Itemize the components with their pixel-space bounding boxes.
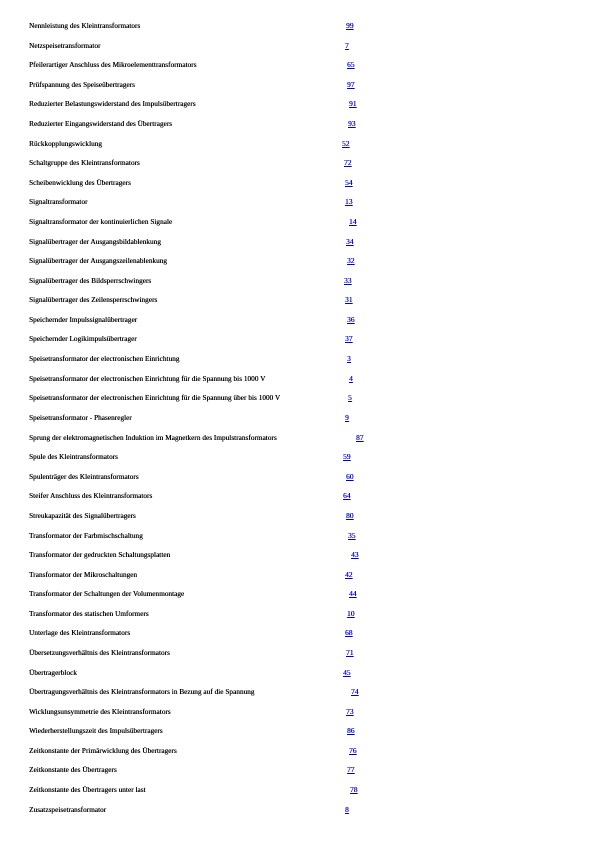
page-number-link[interactable]: 59 [343,452,351,461]
index-term: Speichernder Logikimpulsübertrager [29,335,137,343]
index-term: Nennleistung des Kleintransformators [29,22,141,30]
index-term: Steifer Anschluss des Kleintransformators [29,492,153,500]
index-entry [0,608,595,620]
index-entry [0,432,595,444]
index-term: Zeitkonstante des Übertragers unter last [29,786,146,794]
index-entry [0,177,595,189]
index-term: Speisetransformator der electronischen Einrichtung [29,355,180,363]
index-entry [0,451,595,463]
index-entry [0,20,595,32]
index-term: Rückkopplungswicklung [29,140,102,148]
page-number-link[interactable]: 73 [346,707,354,716]
index-entry [0,118,595,130]
index-entry [0,627,595,639]
page-number-link[interactable]: 76 [349,746,357,755]
index-entry [0,706,595,718]
index-entry [0,510,595,522]
page-number-link[interactable]: 72 [344,158,352,167]
index-entry [0,725,595,737]
index-term: Zeitkonstante des Übertragers [29,766,117,774]
index-entry [0,40,595,52]
page-number-link[interactable]: 8 [345,805,349,814]
index-entry [0,138,595,150]
index-entry [0,79,595,91]
index-entry [0,255,595,267]
index-entry [0,745,595,757]
index-entry [0,98,595,110]
index-term: Scheibenwicklung des Übertragers [29,179,131,187]
page-number-link[interactable]: 3 [347,354,351,363]
page-number-link[interactable]: 5 [348,393,352,402]
index-term: Transformator des statischen Umformers [29,610,149,618]
index-term: Transformator der gedruckten Schaltungsplatten [29,551,171,559]
index-entry [0,549,595,561]
index-term: Signalübertrager der Ausgangsbildablenkung [29,238,161,246]
page-number-link[interactable]: 34 [346,237,354,246]
index-entry [0,667,595,679]
index-term: Signalübertrager des Zeilensperrschwingers [29,296,158,304]
page-number-link[interactable]: 60 [346,472,354,481]
index-entry [0,314,595,326]
index-entry [0,588,595,600]
page-number-link[interactable]: 65 [347,60,355,69]
index-entry [0,804,595,816]
index-term: Transformator der Farbmischschaltung [29,532,143,540]
index-entry [0,530,595,542]
index-entry [0,236,595,248]
index-term: Übersetzungsverhältnis des Kleintransformators [29,649,170,657]
page-number-link[interactable]: 77 [347,765,355,774]
index-term: Speisetransformator - Phasenregler [29,414,132,422]
page-number-link[interactable]: 45 [343,668,351,677]
page-number-link[interactable]: 42 [345,570,353,579]
index-term: Signalübertrager des Bildsperrschwingers [29,277,152,285]
index-term: Speisetransformator der electronischen Einrichtung für die Spannung über bis 1000 V [29,394,281,402]
index-term: Wicklungsunsymmetrie des Kleintransformators [29,708,171,716]
index-entry [0,333,595,345]
index-entry [0,353,595,365]
index-entry [0,471,595,483]
page-number-link[interactable]: 33 [344,276,352,285]
index-entry [0,59,595,71]
page-number-link[interactable]: 7 [345,41,349,50]
index-term: Übertragerblock [29,669,77,677]
index-entry [0,686,595,698]
page-number-link[interactable]: 93 [348,119,356,128]
page-number-link[interactable]: 99 [346,21,354,30]
index-entry [0,569,595,581]
index-entry [0,647,595,659]
page-number-link[interactable]: 97 [347,80,355,89]
page-number-link[interactable]: 43 [351,550,359,559]
index-entry [0,216,595,228]
index-term: Wiederherstellungszeit des Impulsübertragers [29,727,163,735]
page-number-link[interactable]: 37 [345,334,353,343]
page-number-link[interactable]: 68 [345,628,353,637]
page-number-link[interactable]: 52 [342,139,350,148]
index-entry [0,196,595,208]
index-entry [0,784,595,796]
page-number-link[interactable]: 78 [350,785,358,794]
index-term: Signaltransformator der kontinuierlichen Signale [29,218,173,226]
index-term: Schaltgruppe des Kleintransformators [29,159,140,167]
index-term: Spule des Kleintransformators [29,453,118,461]
index-term: Pfeilerartiger Anschluss des Mikroelementtransformators [29,61,197,69]
index-term: Transformator der Schaltungen der Volumenmontage [29,590,185,598]
index-term: Signaltransformator [29,198,88,206]
page-number-link[interactable]: 64 [343,491,351,500]
page-number-link[interactable]: 87 [356,433,364,442]
index-entry [0,412,595,424]
index-term: Prüfspannung des Speiseübertragers [29,81,135,89]
page-number-link[interactable]: 4 [349,374,353,383]
index-entry [0,490,595,502]
index-term: Netzspeisetransformator [29,42,101,50]
index-term: Streukapazität des Signalübertragers [29,512,136,520]
index-entry [0,392,595,404]
index-term: Transformator der Mikroschaltungen [29,571,138,579]
page-number-link[interactable]: 10 [347,609,355,618]
index-term: Zusatzspeisetransformator [29,806,107,814]
index-term: Spulenträger des Kleintransformators [29,473,139,481]
page-number-link[interactable]: 14 [349,217,357,226]
page-number-link[interactable]: 13 [345,197,353,206]
page-number-link[interactable]: 31 [345,295,353,304]
page-number-link[interactable]: 44 [349,589,357,598]
page-number-link[interactable]: 36 [347,315,355,324]
index-term: Unterlage des Kleintransformators [29,629,131,637]
index-entry [0,764,595,776]
page-number-link[interactable]: 32 [347,256,355,265]
index-term: Übertragungsverhältnis des Kleintransformators in Bezung auf die Spannung [29,688,255,696]
page-number-link[interactable]: 80 [346,511,354,520]
index-term: Sprung der elektromagnetischen Induktion im Magnetkern des Impulstransformators [29,434,277,442]
index-term: Speisetransformator der electronischen Einrichtung für die Spannung bis 1000 V [29,375,266,383]
index-term: Signalübertrager der Ausgangszeilenablenkung [29,257,167,265]
page-number-link[interactable]: 9 [345,413,349,422]
page-number-link[interactable]: 86 [347,726,355,735]
index-entry [0,373,595,385]
index-entry [0,294,595,306]
page-number-link[interactable]: 74 [351,687,359,696]
page-number-link[interactable]: 91 [349,99,357,108]
index-term: Speichernder Impulssignalübertrager [29,316,138,324]
index-entry [0,275,595,287]
page-number-link[interactable]: 35 [348,531,356,540]
index-term: Reduzierter Eingangswiderstand des Übertragers [29,120,173,128]
page-number-link[interactable]: 71 [346,648,354,657]
index-term: Zeitkonstante der Primärwicklung des Übertragers [29,747,177,755]
page-number-link[interactable]: 54 [345,178,353,187]
index-term: Reduzierter Belastungswiderstand des Impulsübertragers [29,100,196,108]
index-entry [0,157,595,169]
